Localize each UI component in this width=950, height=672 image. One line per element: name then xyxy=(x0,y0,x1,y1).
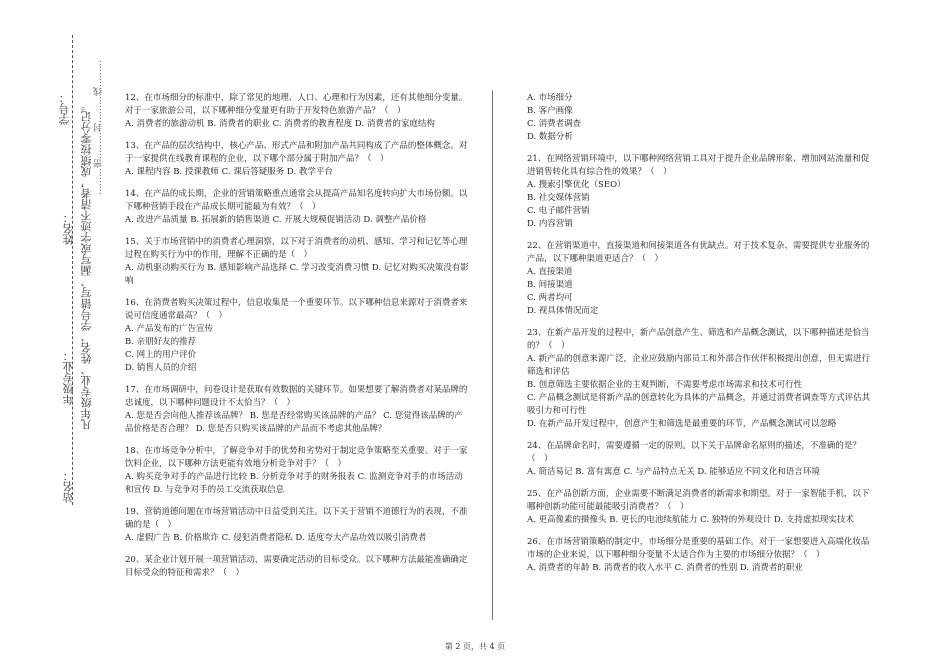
question-24 xyxy=(527,440,877,479)
column-divider xyxy=(492,90,493,620)
question-option: B. 客户画像 xyxy=(527,106,573,116)
question-option: A. 产品发布的广告宣传 xyxy=(125,324,214,334)
binding-notice: 凡年级专业、姓名、学号错写、漏写或字迹不清者，成绩按零分记。 xyxy=(80,100,93,430)
question-20 xyxy=(125,554,470,580)
question-22 xyxy=(527,240,877,318)
question-options: A. 购买竞争对手的产品进行比较 B. 分析竞争对手的财务报表 C. 监测竞争对手的市场活动和宣传 D. 与竞争对手的员工交流获取信息 xyxy=(125,472,463,495)
question-16 xyxy=(125,297,470,375)
question-options: A. 您是否会向他人推荐该品牌？ B. 您是否经常购买该品牌的产品？ C. 您觉得该品牌的产品价格是否合理？ D. 您是否只购买该品牌的产品而不考虑其他品牌？ xyxy=(125,411,463,434)
question-19 xyxy=(125,506,470,545)
question-options: A. 虚假广告 B. 价格欺诈 C. 侵犯消费者隐私 D. 适度夸大产品功效以吸引消费者 xyxy=(125,533,427,543)
binding-margin xyxy=(0,0,110,672)
question-stem: 13、在产品的层次结构中，核心产品、形式产品和附加产品共同构成了产品的整体概念。对于一家提供在线教育课程的企业，以下哪个部分属于附加产品？（ ） xyxy=(125,141,468,164)
question-stem: 14、在产品的成长期，企业的营销策略重点通常会从提高产品知名度转向扩大市场份额。以下哪种营销手段在产品成长期可能最为有效？（ ） xyxy=(125,189,468,212)
question-options: A. 课程内容 B. 授课教师 C. 课后答疑服务 D. 教学平台 xyxy=(125,167,333,177)
question-option: C. 电子邮件营销 xyxy=(527,206,590,216)
question-option: D. 销售人员的介绍 xyxy=(125,363,197,373)
question-23 xyxy=(527,327,877,431)
question-21 xyxy=(527,153,877,231)
question-option: A. 市场细分 xyxy=(527,93,573,103)
question-stem: 24、在品牌命名时，需要遵循一定的原则。以下关于品牌命名原则的描述，不准确的是？（ ） xyxy=(527,441,861,464)
question-stem: 19、营销道德问题在市场营销活动中日益受到关注。以下关于营销不道德行为的表现，不准确的是（ ） xyxy=(125,507,468,530)
question-17 xyxy=(125,384,470,436)
question-stem: 20、某企业计划开展一项营销活动，需要确定活动的目标受众。以下哪种方法最能准确确定目标受众的特征和需求？（ ） xyxy=(125,555,468,578)
question-options: A. 更高像素的摄像头 B. 更长的电池续航能力 C. 独特的外观设计 D. 支持虚拟现实技术 xyxy=(527,515,854,525)
question-26 xyxy=(527,536,877,575)
seal-line: ………密………封………线……… xyxy=(94,60,104,195)
student-id-label: 学号： xyxy=(58,92,71,125)
question-option: C. 消费者调查 xyxy=(527,119,582,129)
question-option: C. 两者均可 xyxy=(527,293,573,303)
question-stem: 23、在新产品开发的过程中，新产品创意产生、筛选和产品概念测试，以下哪种描述是恰当的？（ ） xyxy=(527,328,870,351)
question-option: D. 在新产品开发过程中，创意产生和筛选是最重要的环节，产品概念测试可以忽略 xyxy=(527,419,837,429)
question-stem: 12、在市场细分的标准中，除了常见的地理、人口、心理和行为因素，还有其他细分变量。对于一家旅游公司，以下哪种细分变量更有助于开发特色旅游产品？（ ） xyxy=(125,93,468,116)
question-option: B. 创意筛选主要依据企业的主观判断，不需要考虑市场需求和技术可行性 xyxy=(527,380,803,390)
question-options: A. 消费者的年龄 B. 消费者的收入水平 C. 消费者的性别 D. 消费者的职业 xyxy=(527,563,803,573)
question-option: D. 内容营销 xyxy=(527,219,573,229)
question-option: D. 数据分析 xyxy=(527,132,573,142)
question-stem: 16、在消费者购买决策过程中，信息收集是一个重要环节。以下哪种信息来源对于消费者来说可信度通常最高？（ ） xyxy=(125,298,468,321)
question-stem: 22、在营销渠道中，直接渠道和间接渠道各有优缺点。对于技术复杂、需要提供专业服务的产品，以下哪种渠道更适合？（ ） xyxy=(527,241,870,264)
question-option: B. 社交媒体营销 xyxy=(527,193,590,203)
question-option: A. 新产品的创意来源广泛，企业应鼓励内部员工和外部合作伙伴积极提出创意，但无需进行筛选和评估 xyxy=(527,354,871,377)
question-18 xyxy=(125,445,470,497)
question-14 xyxy=(125,188,470,227)
question-13 xyxy=(125,140,470,179)
question-stem: 25、在产品创新方面，企业需要不断满足消费者的新需求和期望。对于一家智能手机，以下哪种创新功能可能最能吸引消费者？（ ） xyxy=(527,489,870,512)
question-option: C. 产品概念测试是将新产品的创意转化为具体的产品概念，并通过消费者调查等方式评估其吸引力和可行性 xyxy=(527,393,871,416)
question-option: B. 亲朋好友的推荐 xyxy=(125,337,197,347)
question-stem: 17、在市场调研中，问卷设计是获取有效数据的关键环节。如果想要了解消费者对某品牌的忠诚度，以下哪种问题设计不太恰当？（ ） xyxy=(125,385,468,408)
question-stem: 26、在市场营销策略的制定中，市场细分是重要的基础工作。对于一家想要进入高端化妆品市场的企业来说，以下哪种细分变量不太适合作为主要的市场细分依据？（ ） xyxy=(527,537,870,560)
question-option: A. 直接渠道 xyxy=(527,267,573,277)
class-label: 年级专业： xyxy=(62,350,75,405)
question-options: A. 简洁易记 B. 富有寓意 C. 与产品特点无关 D. 能够适应不同文化和语言环境 xyxy=(527,467,820,477)
name-label: 姓名： xyxy=(62,212,75,245)
question-stem: 21、在网络营销环境中，以下哪种网络营销工具对于提升企业品牌形象、增加网站流量和促进销售转化具有综合性的效果？（ ） xyxy=(527,154,870,177)
question-option: D. 视具体情况而定 xyxy=(527,306,599,316)
question-options: A. 消费者的旅游动机 B. 消费者的职业 C. 消费者的教育程度 D. 消费者的家庭结构 xyxy=(125,119,435,129)
question-stem: 18、在市场竞争分析中，了解竞争对手的优势和劣势对于制定竞争策略至关重要。对于一家饮料企业，以下哪种方法更能有效地分析竞争对手？（ ） xyxy=(125,446,468,469)
question-option: A. 搜索引擎优化（SEO） xyxy=(527,180,626,190)
dashed-line xyxy=(72,35,73,505)
page-footer: 第 2 页，共 4 页 xyxy=(444,642,506,651)
left-column xyxy=(125,92,470,589)
question-15 xyxy=(125,236,470,288)
question-12 xyxy=(125,92,470,131)
question-options: A. 改进产品质量 B. 拓展新的销售渠道 C. 开展大规模促销活动 D. 调整产品价格 xyxy=(125,215,427,225)
question-25 xyxy=(527,488,877,527)
right-column xyxy=(527,92,877,584)
question-stem: 15、关于市场营销中的消费者心理洞察，以下对于消费者的动机、感知、学习和记忆等心理过程在购买行为中的作用，理解不正确的是（ ） xyxy=(125,237,468,260)
question-20-options xyxy=(527,92,877,144)
question-option: B. 间接渠道 xyxy=(527,280,573,290)
question-options: A. 动机驱动购买行为 B. 感知影响产品选择 C. 学习改变消费习惯 D. 记忆对购买决策没有影响 xyxy=(125,263,469,286)
question-option: C. 网上的用户评价 xyxy=(125,350,197,360)
school-label: 站名： xyxy=(62,470,75,503)
